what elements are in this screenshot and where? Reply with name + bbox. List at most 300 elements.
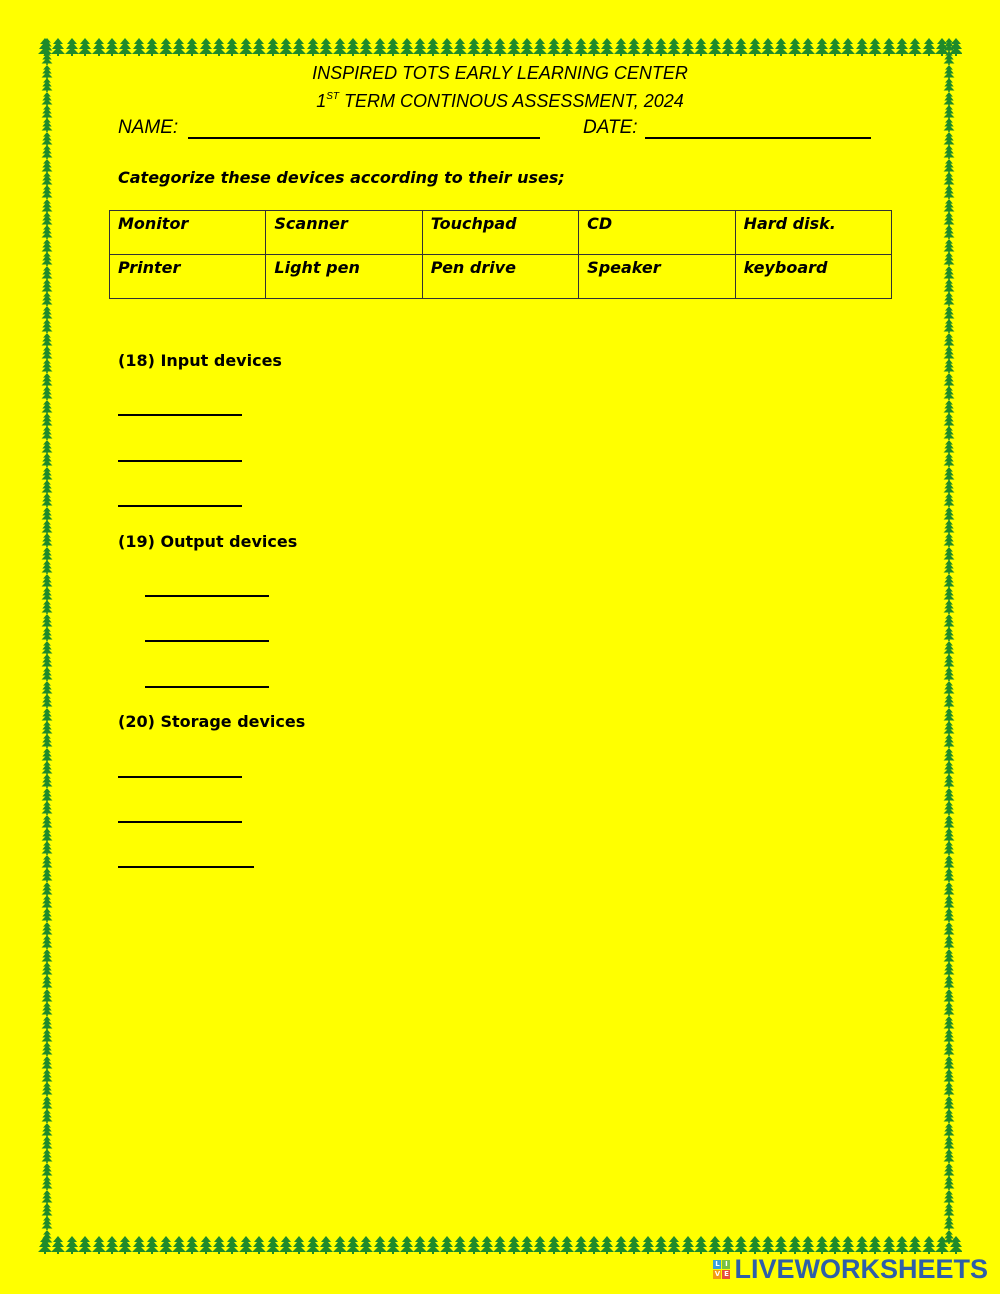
tree-icon [882,1236,895,1256]
tree-icon [440,38,453,58]
tree-icon [941,908,961,921]
tree-icon [493,1236,506,1256]
tree-icon [39,467,59,480]
tree-icon [941,841,961,854]
tree-icon [841,1236,854,1256]
tree-icon [39,788,59,801]
tree-icon [941,654,961,667]
tree-icon [145,1236,158,1256]
tree-icon [39,922,59,935]
tree-icon [941,132,961,145]
tree-icon [39,1176,59,1189]
tree-icon [815,1236,828,1256]
tree-icon [39,453,59,466]
tree-icon [941,788,961,801]
tree-icon [39,426,59,439]
tree-icon [941,949,961,962]
tree-icon [941,346,961,359]
tree-icon [413,38,426,58]
table-cell: Light pen [266,255,422,299]
tree-icon [654,38,667,58]
tree-icon [319,38,332,58]
tree-icon [39,748,59,761]
tree-icon [641,38,654,58]
tree-icon [507,38,520,58]
tree-icon [533,1236,546,1256]
table-cell: Speaker [579,255,735,299]
tree-icon [39,1056,59,1069]
tree-icon [39,520,59,533]
tree-icon [941,199,961,212]
tree-icon [941,400,961,413]
tree-icon [39,400,59,413]
tree-icon [39,1096,59,1109]
storage-answer-1[interactable] [118,776,242,778]
tree-icon [721,1236,734,1256]
table-row [110,211,892,255]
tree-icon [39,1002,59,1015]
tree-icon [941,507,961,520]
tree-icon [941,547,961,560]
tree-icon [39,654,59,667]
logo-text: LIVEWORKSHEETS [734,1254,988,1284]
tree-icon [159,38,172,58]
tree-icon [39,962,59,975]
tree-icon [801,38,814,58]
liveworksheets-logo [713,1254,988,1285]
tree-icon [39,493,59,506]
tree-icon [39,868,59,881]
tree-icon [761,38,774,58]
tree-icon [39,667,59,680]
tree-icon [654,1236,667,1256]
tree-icon [39,386,59,399]
tree-icon [39,292,59,305]
tree-icon [39,694,59,707]
school-title: INSPIRED TOTS EARLY LEARNING CENTER [312,63,688,83]
tree-icon [815,38,828,58]
tree-icon [941,172,961,185]
logo-letter: E [724,1270,729,1278]
tree-icon [400,1236,413,1256]
tree-icon [39,600,59,613]
tree-icon [225,38,238,58]
tree-icon [39,1123,59,1136]
tree-icon [533,38,546,58]
tree-icon [941,413,961,426]
tree-icon [480,38,493,58]
storage-answer-3[interactable] [118,866,254,868]
tree-icon [39,1042,59,1055]
tree-icon [941,480,961,493]
tree-icon [708,1236,721,1256]
tree-icon [346,1236,359,1256]
tree-icon [39,225,59,238]
tree-icon [39,132,59,145]
tree-icon [941,975,961,988]
tree-icon [252,38,265,58]
tree-icon [39,774,59,787]
tree-icon [574,1236,587,1256]
tree-icon [941,306,961,319]
term-number: 1 [316,91,327,111]
tree-icon [39,895,59,908]
tree-icon [39,159,59,172]
tree-icon [841,38,854,58]
tree-icon [941,453,961,466]
table-cell: keyboard [735,255,891,299]
tree-icon [908,1236,921,1256]
tree-icon [941,359,961,372]
tree-icon [941,748,961,761]
tree-icon [681,1236,694,1256]
tree-icon [39,1190,59,1203]
tree-icon [359,1236,372,1256]
tree-icon [212,38,225,58]
tree-icon [941,708,961,721]
tree-icon [895,1236,908,1256]
tree-icon [39,841,59,854]
tree-icon [694,1236,707,1256]
tree-icon [467,38,480,58]
tree-icon [239,1236,252,1256]
devices-table [109,210,892,299]
tree-icon [39,239,59,252]
tree-icon [39,279,59,292]
output-answer-3[interactable] [145,686,269,688]
tree-icon [39,319,59,332]
logo-letter: V [714,1270,721,1278]
tree-icon [941,734,961,747]
tree-icon [185,1236,198,1256]
term-suffix: ST [326,91,340,102]
tree-icon [39,440,59,453]
table-cell: Monitor [110,211,266,255]
tree-icon [941,252,961,265]
tree-icon [694,38,707,58]
tree-icon [788,38,801,58]
tree-icon [39,587,59,600]
tree-icon [39,935,59,948]
tree-icon [941,225,961,238]
tree-icon [868,1236,881,1256]
tree-icon [941,1163,961,1176]
tree-icon [39,641,59,654]
tree-icon [493,38,506,58]
tree-icon [39,721,59,734]
tree-icon [92,1236,105,1256]
logo-mark [713,1260,730,1279]
tree-icon [941,627,961,640]
tree-icon [941,279,961,292]
tree-icon [941,667,961,680]
tree-icon [39,1109,59,1122]
tree-icon [895,38,908,58]
name-field[interactable] [188,117,540,139]
name-label: NAME: [118,117,179,138]
tree-icon [92,38,105,58]
tree-icon [941,1082,961,1095]
assessment-title [0,91,1000,112]
table-row [110,255,892,299]
tree-icon [65,1236,78,1256]
table-cell: Scanner [266,211,422,255]
tree-icon [941,1029,961,1042]
tree-icon [941,426,961,439]
tree-icon [574,38,587,58]
tree-icon [922,1236,935,1256]
tree-icon [941,533,961,546]
tree-icon [708,38,721,58]
tree-icon [39,333,59,346]
tree-icon [941,989,961,1002]
tree-icon [614,1236,627,1256]
tree-icon [306,1236,319,1256]
table-cell: Hard disk. [735,211,891,255]
tree-icon [774,1236,787,1256]
tree-icon [39,614,59,627]
tree-icon [39,1029,59,1042]
tree-icon [941,159,961,172]
tree-icon [788,1236,801,1256]
tree-icon [941,1136,961,1149]
input-answer-2[interactable] [118,460,242,462]
input-answer-3[interactable] [118,505,242,507]
tree-icon [941,721,961,734]
tree-icon [941,145,961,158]
tree-icon [941,1123,961,1136]
tree-icon [373,1236,386,1256]
tree-icon [159,1236,172,1256]
tree-icon [941,185,961,198]
tree-icon [266,1236,279,1256]
tree-icon [39,574,59,587]
tree-icon [39,761,59,774]
tree-icon [941,922,961,935]
tree-icon [941,1190,961,1203]
tree-icon [667,38,680,58]
question-18-label: (18) Input devices [118,351,282,370]
tree-icon [292,38,305,58]
tree-icon [828,38,841,58]
tree-border-left [38,38,60,1256]
tree-icon [941,520,961,533]
term-text: TERM CONTINOUS ASSESSMENT, 2024 [339,91,684,111]
tree-icon [941,1149,961,1162]
tree-icon [941,440,961,453]
tree-icon [941,828,961,841]
instruction: Categorize these devices according to their uses; [118,168,565,187]
tree-icon [507,1236,520,1256]
tree-border-right [940,38,962,1256]
tree-icon [39,855,59,868]
tree-icon [333,1236,346,1256]
tree-icon [941,239,961,252]
storage-answer-2[interactable] [118,821,242,823]
tree-icon [941,587,961,600]
tree-icon [941,1042,961,1055]
tree-icon [39,801,59,814]
tree-icon [39,185,59,198]
tree-icon [908,38,921,58]
tree-border-top [38,38,962,60]
tree-icon [132,38,145,58]
tree-icon [266,38,279,58]
tree-icon [426,38,439,58]
tree-icon [941,1016,961,1029]
tree-icon [941,212,961,225]
tree-icon [78,38,91,58]
tree-icon [941,560,961,573]
tree-icon [39,373,59,386]
tree-icon [39,38,59,51]
tree-icon [681,38,694,58]
tree-icon [941,1002,961,1015]
tree-icon [801,1236,814,1256]
question-20-label: (20) Storage devices [118,712,306,731]
tree-icon [279,1236,292,1256]
tree-icon [667,1236,680,1256]
tree-icon [748,38,761,58]
tree-icon [239,38,252,58]
tree-icon [941,266,961,279]
tree-icon [359,38,372,58]
tree-icon [105,38,118,58]
tree-icon [855,1236,868,1256]
table-cell: Touchpad [422,211,578,255]
tree-icon [39,989,59,1002]
tree-icon [941,801,961,814]
tree-icon [828,1236,841,1256]
tree-icon [212,1236,225,1256]
tree-icon [614,38,627,58]
tree-icon [386,1236,399,1256]
tree-icon [941,855,961,868]
tree-icon [319,1236,332,1256]
date-field[interactable] [645,117,871,139]
output-answer-2[interactable] [145,640,269,642]
tree-icon [734,1236,747,1256]
tree-icon [855,38,868,58]
tree-icon [941,614,961,627]
tree-icon [65,38,78,58]
logo-letter: L [715,1260,720,1268]
tree-icon [39,199,59,212]
tree-icon [941,38,961,51]
tree-icon [941,1056,961,1069]
tree-icon [941,600,961,613]
tree-icon [600,38,613,58]
tree-icon [941,761,961,774]
tree-icon [39,882,59,895]
tree-icon [774,38,787,58]
tree-icon [941,1176,961,1189]
output-answer-1[interactable] [145,595,269,597]
tree-icon [39,413,59,426]
logo-letter: I [722,1260,730,1269]
tree-icon [941,333,961,346]
tree-icon [941,681,961,694]
tree-icon [172,1236,185,1256]
tree-icon [39,1203,59,1216]
tree-icon [941,641,961,654]
tree-icon [641,1236,654,1256]
tree-icon [941,962,961,975]
tree-icon [882,38,895,58]
tree-icon [39,949,59,962]
tree-icon [941,1216,961,1229]
tree-icon [39,560,59,573]
tree-icon [941,373,961,386]
table-cell: Printer [110,255,266,299]
tree-icon [868,38,881,58]
tree-icon [39,507,59,520]
tree-icon [39,252,59,265]
tree-icon [199,38,212,58]
tree-icon [600,1236,613,1256]
tree-icon [39,975,59,988]
tree-icon [587,1236,600,1256]
tree-icon [39,1082,59,1095]
tree-icon [172,38,185,58]
table-cell: CD [579,211,735,255]
tree-icon [39,1230,59,1243]
tree-icon [941,1069,961,1082]
tree-icon [118,1236,131,1256]
tree-icon [748,1236,761,1256]
tree-icon [39,1149,59,1162]
tree-icon [39,306,59,319]
tree-icon [346,38,359,58]
tree-icon [941,1203,961,1216]
tree-icon [941,386,961,399]
tree-icon [252,1236,265,1256]
input-answer-1[interactable] [118,414,242,416]
tree-icon [761,1236,774,1256]
tree-icon [39,266,59,279]
tree-icon [39,1069,59,1082]
tree-icon [480,1236,493,1256]
tree-icon [941,118,961,131]
tree-icon [199,1236,212,1256]
tree-icon [941,895,961,908]
tree-icon [386,38,399,58]
tree-icon [734,38,747,58]
tree-icon [132,1236,145,1256]
tree-icon [941,292,961,305]
tree-icon [627,38,640,58]
tree-icon [118,38,131,58]
tree-icon [39,1163,59,1176]
tree-icon [941,319,961,332]
tree-icon [39,708,59,721]
tree-icon [39,172,59,185]
tree-icon [453,1236,466,1256]
tree-icon [941,1096,961,1109]
tree-icon [39,212,59,225]
tree-icon [941,815,961,828]
tree-icon [39,908,59,921]
question-19-label: (19) Output devices [118,532,298,551]
tree-icon [547,38,560,58]
tree-icon [39,346,59,359]
tree-icon [941,868,961,881]
tree-icon [560,1236,573,1256]
tree-icon [39,1216,59,1229]
tree-icon [560,38,573,58]
date-label: DATE: [583,117,638,138]
tree-icon [413,1236,426,1256]
